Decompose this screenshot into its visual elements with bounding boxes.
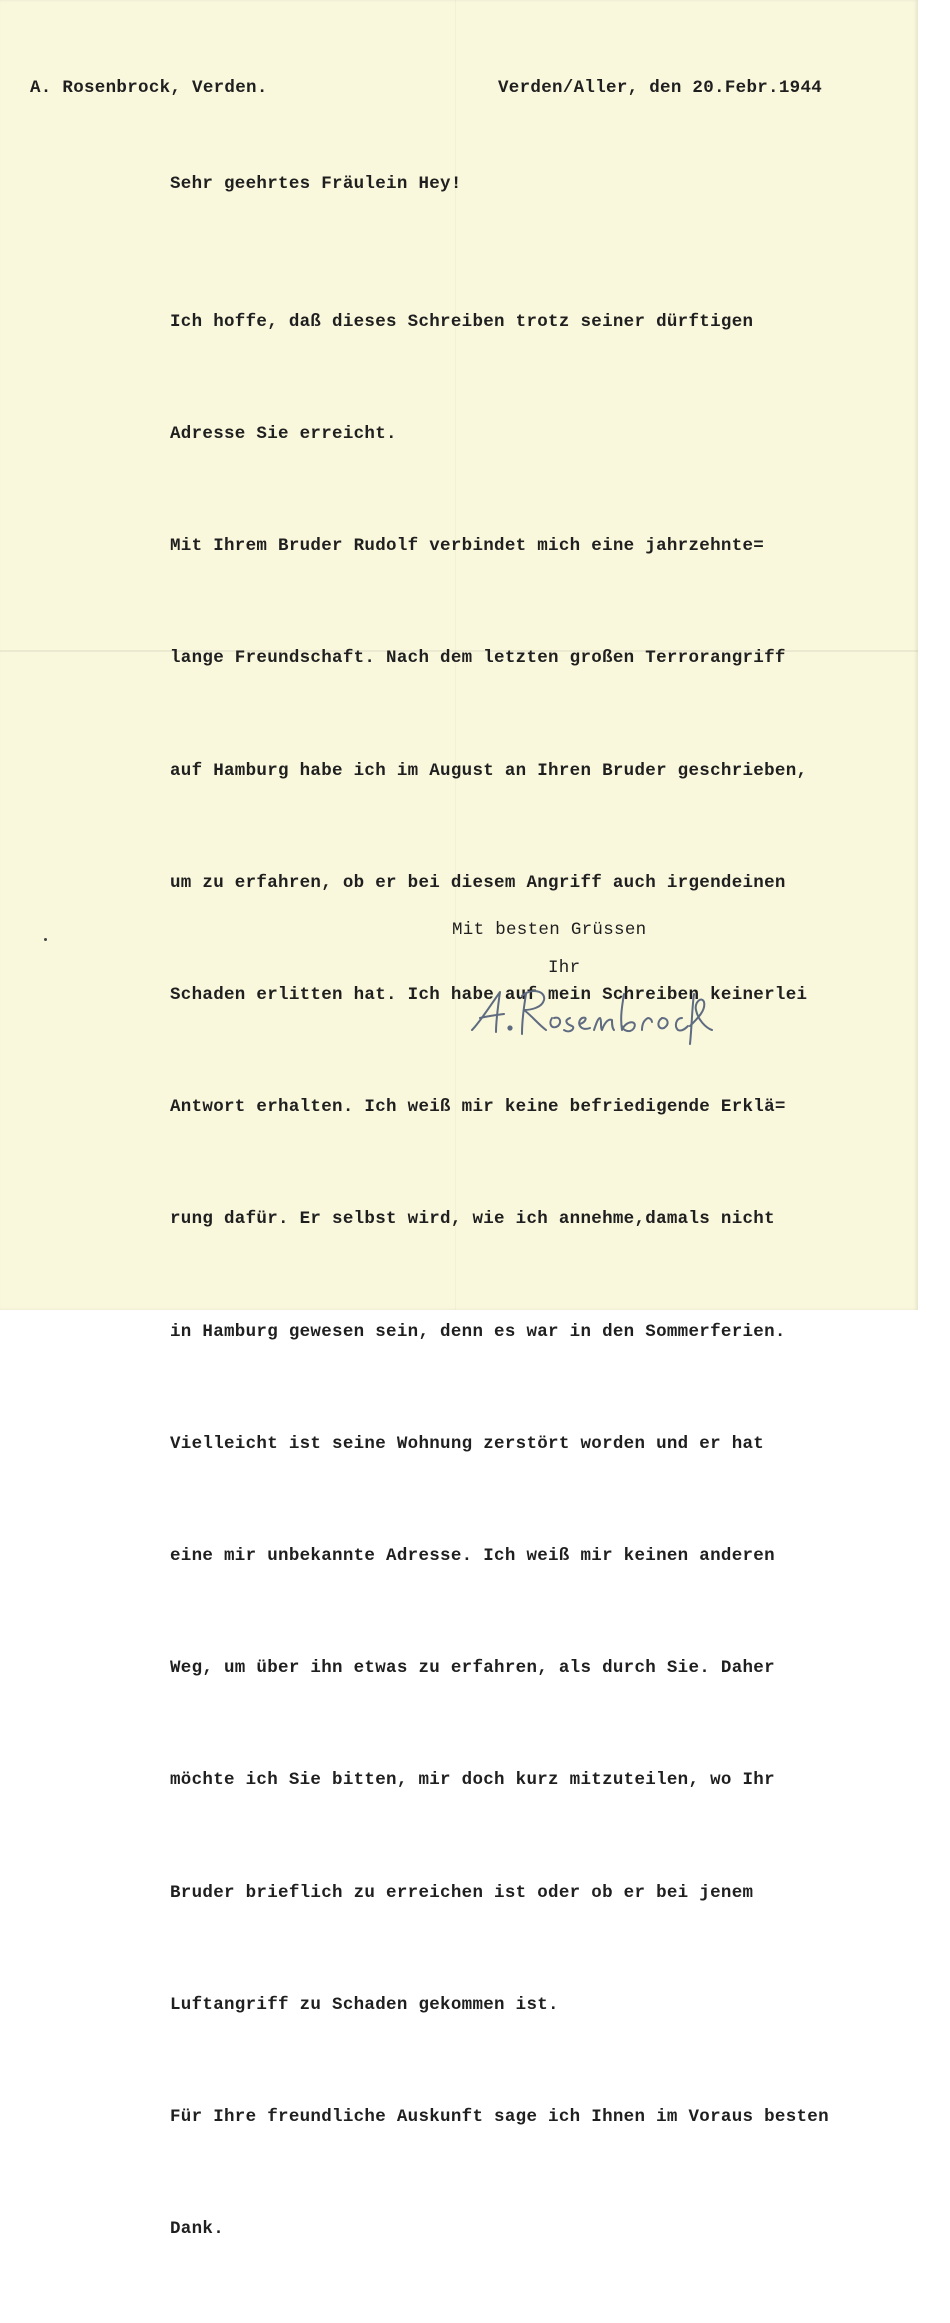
body-line: Weg, um über ihn etwas zu erfahren, als durch Sie. Daher [170,1658,775,1679]
body-line: Luftangriff zu Schaden gekommen ist. [170,1994,559,2015]
body-line: auf Hamburg habe ich im August an Ihren Bruder geschrieben, [170,760,808,781]
body-line: Ich hoffe, daß dieses Schreiben trotz seiner dürftigen [170,311,754,332]
body-line: lange Freundschaft. Nach dem letzten großen Terrorangriff [170,648,786,669]
body-line: Mit Ihrem Bruder Rudolf verbindet mich eine jahrzehnte= [170,536,765,557]
body-line: rung dafür. Er selbst wird, wie ich annehme,damals nicht [170,1209,775,1230]
body-line: möchte ich Sie bitten, mir doch kurz mitzuteilen, wo Ihr [170,1770,775,1791]
body-line: Vielleicht ist seine Wohnung zerstört worden und er hat [170,1433,765,1454]
body-line: in Hamburg gewesen sein, denn es war in den Sommerferien. [170,1321,786,1342]
closing-greeting: Mit besten Grüssen [452,920,647,940]
body-line: um zu erfahren, ob er bei diesem Angriff auch irgendeinen [170,872,786,893]
handwritten-signature [466,980,726,1060]
body-line: Adresse Sie erreicht. [170,424,397,445]
closing-ihr: Ihr [548,958,581,978]
sender-line: A. Rosenbrock, Verden. [30,78,268,98]
date-line: Verden/Aller, den 20.Febr.1944 [498,78,823,98]
body-line: Für Ihre freundliche Auskunft sage ich Ihnen im Voraus besten [170,2107,829,2128]
salutation: Sehr geehrtes Fräulein Hey! [170,174,462,194]
body-line: Bruder brieflich zu erreichen ist oder ob er bei jenem [170,1882,754,1903]
letter-body [170,229,829,2323]
body-line: Antwort erhalten. Ich weiß mir keine befriedigende Erklä= [170,1097,786,1118]
body-line: Dank. [170,2219,225,2240]
body-line: eine mir unbekannte Adresse. Ich weiß mir keinen anderen [170,1546,775,1567]
body-line: Schaden erlitten hat. Ich habe auf mein Schreiben keinerlei [170,985,808,1006]
paper-speck [44,938,47,941]
